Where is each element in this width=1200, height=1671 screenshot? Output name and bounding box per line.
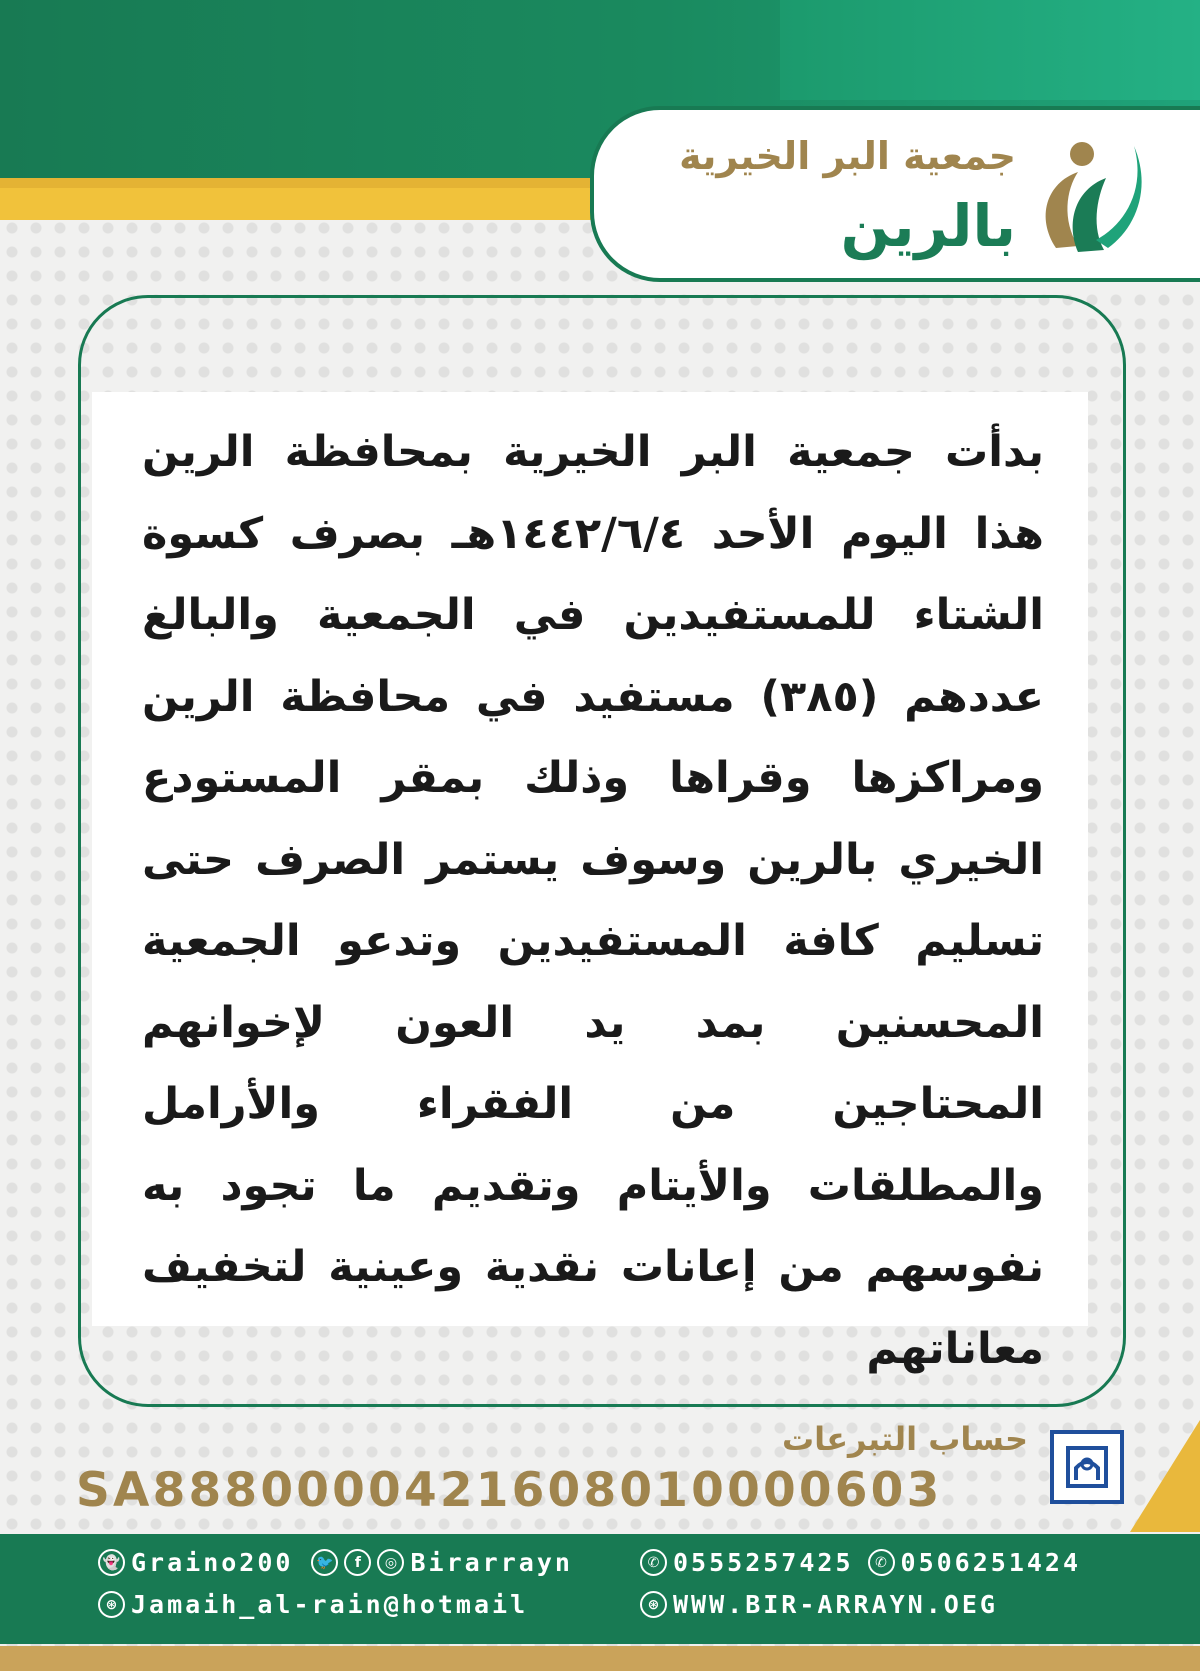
email-address[interactable]: Jamaih_al-rain@hotmail	[131, 1590, 529, 1619]
org-location: بالرين	[840, 192, 1016, 260]
footer-gold-stripe	[0, 1646, 1200, 1671]
facebook-icon: f	[344, 1549, 371, 1576]
email-icon: ⊛	[98, 1591, 125, 1618]
footer-email-row	[98, 1590, 528, 1619]
gold-corner-decoration	[1130, 1420, 1200, 1532]
donation-label: حساب التبرعات	[782, 1420, 1028, 1458]
whatsapp-icon: ✆	[868, 1549, 895, 1576]
org-title: جمعية البر الخيرية	[679, 134, 1016, 178]
logo-box	[590, 106, 1200, 282]
header-band-light	[780, 0, 1200, 100]
snapchat-icon: 👻	[98, 1549, 125, 1576]
globe-icon: ⊛	[640, 1591, 667, 1618]
phone-number-2[interactable]: 0506251424	[900, 1548, 1082, 1577]
footer-phone-row	[640, 1548, 1081, 1577]
twitter-icon: 🐦	[311, 1549, 338, 1576]
instagram-icon: ◎	[377, 1549, 404, 1576]
phone-number-1[interactable]: 0555257425	[673, 1548, 854, 1577]
bank-logo-icon	[1050, 1430, 1124, 1504]
phone-icon: ✆	[640, 1549, 667, 1576]
announcement-text: بدأت جمعية البر الخيرية بمحافظة الرين هذا اليوم الأحد ١٤٤٢/٦/٤هـ بصرف كسوة الشتاء للمستفيدين في الجمعية والبالغ عددهم (٣٨٥) مستفيد في محافظة الرين ومراكزها وقراها وذلك بمقر المستودع الخيري بالرين وسوف يستمر الصرف حتى تسليم كافة المستفيدين وتدعو الجمعية المحسنين بمد يد العون لإخوانهم المحتاجين من الفقراء والأرامل والمطلقات والأيتام وتقديم ما تجود به نفوسهم من إعانات نقدية وعينية لتخفيف معاناتهم	[142, 427, 1044, 1374]
footer-band	[0, 1534, 1200, 1644]
announcement-panel	[92, 392, 1088, 1374]
snapchat-handle[interactable]: Graino200	[131, 1548, 294, 1577]
iban-number: SA8880000421608010000603	[76, 1463, 943, 1518]
charity-logo-icon	[1026, 128, 1166, 268]
website-url[interactable]: WWW.BIR-ARRAYN.OEG	[673, 1590, 998, 1619]
social-handle[interactable]: Birarrayn	[410, 1548, 573, 1577]
header-gold-stripe	[0, 188, 600, 220]
footer-website-row	[640, 1590, 998, 1619]
footer-social-row	[98, 1548, 573, 1577]
